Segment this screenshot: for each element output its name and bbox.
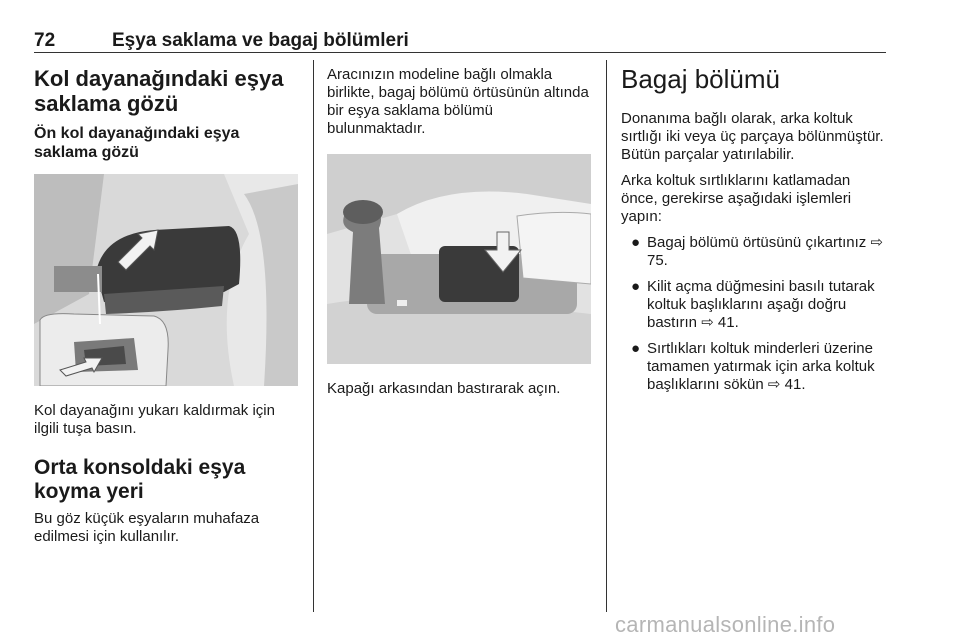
bullet-icon: ● bbox=[631, 278, 641, 295]
section-heading-armrest: Kol dayanağındaki eşya saklama gözü bbox=[34, 66, 284, 116]
column-1 bbox=[34, 60, 300, 546]
figure2-caption: Kapağı arkasından bastırarak açın. bbox=[327, 380, 561, 397]
figure-armrest bbox=[34, 174, 298, 386]
column2-intro: Aracınızın modeline bağlı olmakla birlikte, bagaj bölümü örtüsünün altında bir eşya saklama bölümü bulunmaktadır. bbox=[327, 66, 589, 137]
column-divider-2 bbox=[606, 60, 607, 612]
column-divider-1 bbox=[313, 60, 314, 612]
page-header bbox=[34, 30, 886, 52]
list-item bbox=[621, 278, 887, 332]
bullet-icon: ● bbox=[631, 340, 641, 357]
console-illustration bbox=[327, 154, 591, 364]
subheading-front-armrest: Ön kol dayanağındaki eşya saklama gözü bbox=[34, 125, 240, 161]
console-paragraph: Bu göz küçük eşyaların muhafaza edilmesi için kullanılır. bbox=[34, 510, 260, 545]
bullet-text: Kilit açma düğmesini basılı tutarak koltuk başlıklarını aşağı doğru bastırın ⇨ 41. bbox=[647, 278, 875, 331]
section-heading-luggage: Bagaj bölümü bbox=[621, 64, 780, 94]
page-number: 72 bbox=[34, 30, 56, 51]
section-heading-console: Orta konsoldaki eşya koyma yeri bbox=[34, 456, 246, 503]
figure-console bbox=[327, 154, 591, 364]
bullet-text: Sırtlıkları koltuk minderleri üzerine tamamen yatırmak için arka koltuk başlıklarını sökün ⇨ 41. bbox=[647, 340, 875, 393]
luggage-paragraph-2: Arka koltuk sırtlıklarını katlamadan önce, gerekirse aşağıdaki işlemleri yapın: bbox=[621, 172, 852, 225]
list-item bbox=[621, 234, 887, 270]
luggage-bullet-list bbox=[621, 234, 887, 394]
header-rule bbox=[34, 52, 886, 53]
bullet-text: Bagaj bölümü örtüsünü çıkartınız ⇨ 75. bbox=[647, 234, 884, 269]
armrest-illustration bbox=[34, 174, 298, 386]
bullet-icon: ● bbox=[631, 234, 641, 251]
column-2 bbox=[327, 60, 593, 398]
luggage-paragraph-1: Donanıma bağlı olarak, arka koltuk sırtlığı iki veya üç parçaya bölünmüştür. Bütün parçalar yatırılabilir. bbox=[621, 110, 884, 163]
column-3 bbox=[621, 60, 887, 394]
running-title: Eşya saklama ve bagaj bölümleri bbox=[112, 30, 409, 51]
figure1-caption: Kol dayanağını yukarı kaldırmak için ilgili tuşa basın. bbox=[34, 402, 275, 437]
list-item bbox=[621, 340, 887, 394]
watermark: carmanualsonline.info bbox=[615, 612, 836, 637]
